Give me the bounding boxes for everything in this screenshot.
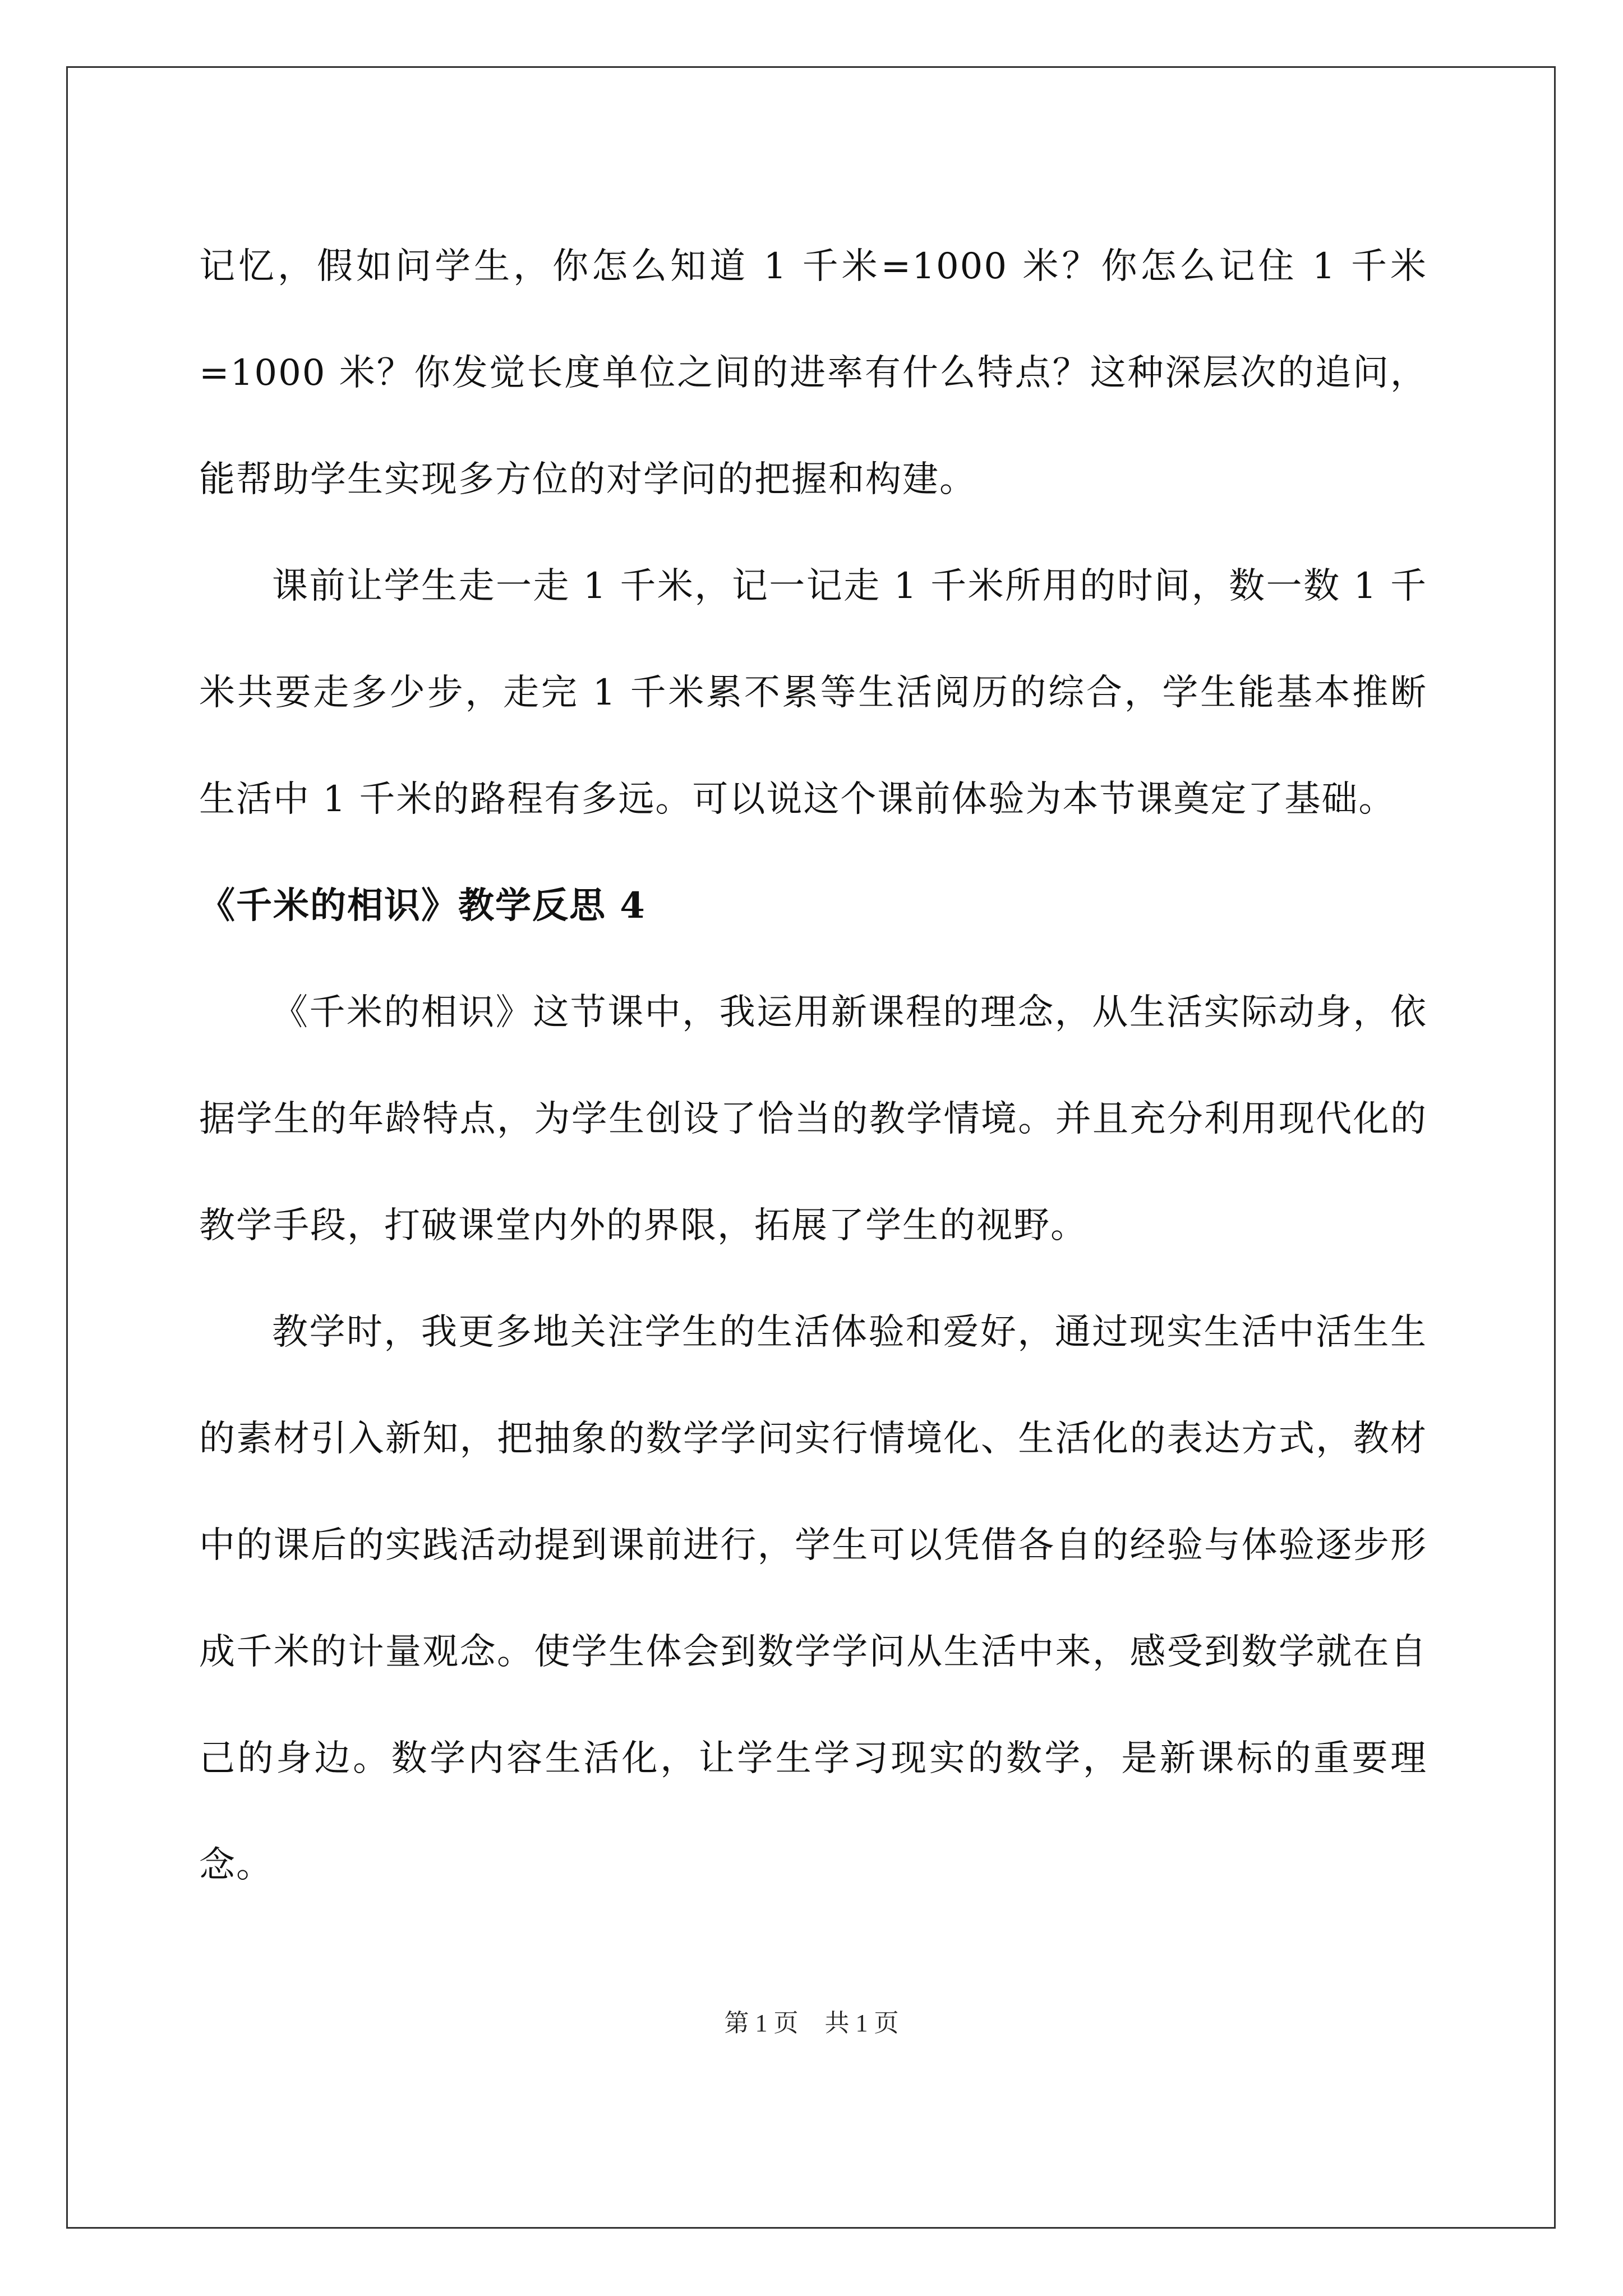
page-total: 共 1 页 [824,2009,899,2037]
section-heading: 《千米的相识》教学反思 4 [199,885,646,927]
paragraph: 记忆，假如问学生，你怎么知道 1 千米=1000 米？你怎么记住 1 千米=1000 米？你发觉长度单位之间的进率有什么特点？这种深层次的追问，能帮助学生实现多方位的对学问的把握和构建。 [199,246,1427,500]
page-number: 第 1 页 [724,2009,799,2037]
paragraph: 课前让学生走一走 1 千米，记一记走 1 千米所用的时间，数一数 1 千米共要走多少步，走完 1 千米累不累等生活阅历的综合，学生能基本推断生活中 1 千米的路程有多远。可以说这个课前体验为本节课奠定了基础。 [199,565,1427,820]
paragraph: 《千米的相识》这节课中，我运用新课程的理念，从生活实际动身，依据学生的年龄特点，为学生创设了恰当的教学情境。并且充分利用现代化的教学手段，打破课堂内外的界限，拓展了学生的视野。 [199,992,1427,1246]
page-footer [0,2003,1623,2039]
document-body [199,213,1427,1918]
paragraph: 教学时，我更多地关注学生的生活体验和爱好，通过现实生活中活生生的素材引入新知，把抽象的数学学问实行情境化、生活化的表达方式，教材中的课后的实践活动提到课前进行，学生可以凭借各自的经验与体验逐步形成千米的计量观念。使学生体会到数学学问从生活中来，感受到数学就在自己的身边。数学内容生活化，让学生学习现实的数学，是新课标的重要理念。 [199,1312,1427,1886]
